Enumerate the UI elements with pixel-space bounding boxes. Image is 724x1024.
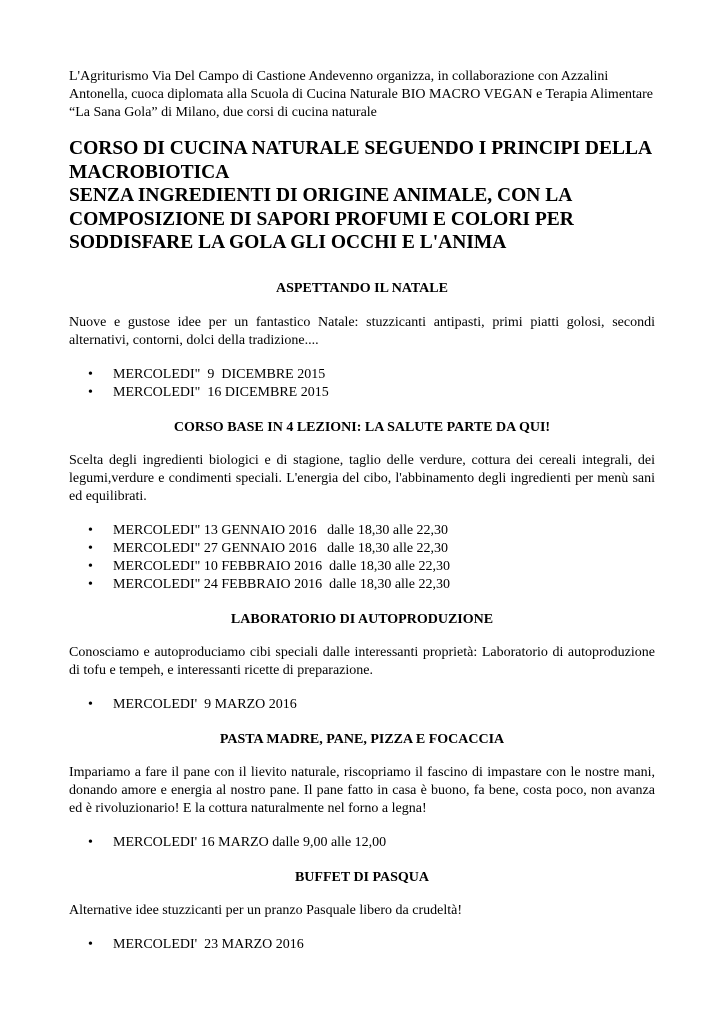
title-line: CORSO DI CUCINA NATURALE SEGUENDO I PRINCIPI DELLA [69, 138, 653, 159]
date-list-autoproduzione [69, 696, 655, 714]
bullet-icon: • [88, 366, 93, 382]
bullet-icon: • [88, 576, 93, 592]
section-heading-corso-base: CORSO BASE IN 4 LEZIONI: LA SALUTE PARTE DA QUI! [173, 419, 551, 435]
date-list-corso-base [69, 522, 655, 594]
date-list-pasta-madre [69, 834, 655, 852]
date-text: MERCOLEDI" 27 GENNAIO 2016 dalle 18,30 alle 22,30 [113, 540, 449, 556]
document-title [69, 137, 655, 255]
date-text: MERCOLEDI" 9 DICEMBRE 2015 [113, 366, 326, 382]
date-text: MERCOLEDI" 16 DICEMBRE 2015 [113, 384, 329, 400]
section-heading-pasta-madre: PASTA MADRE, PANE, PIZZA E FOCACCIA [219, 731, 505, 747]
list-item [69, 558, 655, 576]
date-text: MERCOLEDI' 23 MARZO 2016 [113, 936, 304, 952]
section-text-pasqua: Alternative idee stuzzicanti per un pranzo Pasquale libero da crudeltà! [69, 902, 462, 918]
intro-paragraph: L'Agriturismo Via Del Campo di Castione Andevenno organizza, in collaborazione con Azzalini Antonella, cuoca diplomata alla Scuola di Cucina Naturale BIO MACRO VEGAN e Terapia Alimentare “La Sana Gola” di Milano, due corsi di cucina naturale [69, 69, 654, 120]
list-item [69, 366, 655, 384]
section-text-corso-base: Scelta degli ingredienti biologici e di stagione, taglio delle verdure, cottura dei cereali integrali, dei legumi,verdure e condimenti speciali. L'energia del cibo, l'abbinamento degli ingredienti per menù sani ed equilibrati. [69, 452, 655, 504]
list-item [69, 696, 655, 714]
bullet-icon: • [88, 558, 93, 574]
title-line: SENZA INGREDIENTI DI ORIGINE ANIMALE, CON LA [69, 185, 573, 206]
title-line: MACROBIOTICA [69, 161, 230, 183]
section-heading-natale: ASPETTANDO IL NATALE [276, 280, 448, 296]
list-item [69, 576, 655, 594]
date-text: MERCOLEDI" 10 FEBBRAIO 2016 dalle 18,30 alle 22,30 [113, 558, 451, 574]
list-item [69, 936, 655, 954]
document-page [69, 68, 655, 954]
date-text: MERCOLEDI' 16 MARZO dalle 9,00 alle 12,00 [113, 834, 387, 850]
section-text-autoproduzione: Conosciamo e autoproduciamo cibi speciali dalle interessanti proprietà: Laboratorio di autoproduzione di tofu e tempeh, e interessanti ricette di preparazione. [69, 644, 655, 678]
list-item [69, 522, 655, 540]
date-text: MERCOLEDI" 13 GENNAIO 2016 dalle 18,30 alle 22,30 [113, 522, 449, 538]
date-text: MERCOLEDI' 9 MARZO 2016 [113, 696, 297, 712]
date-text: MERCOLEDI" 24 FEBBRAIO 2016 dalle 18,30 alle 22,30 [113, 576, 451, 592]
list-item [69, 384, 655, 402]
date-list-natale [69, 366, 655, 402]
section-text-natale: Nuove e gustose idee per un fantastico Natale: stuzzicanti antipasti, primi piatti golosi, secondi alternativi, contorni, dolci della tradizione.... [69, 314, 655, 348]
list-item [69, 834, 655, 852]
section-heading-autoproduzione: LABORATORIO DI AUTOPRODUZIONE [230, 611, 494, 627]
title-line: SODDISFARE LA GOLA GLI OCCHI E L'ANIMA [69, 232, 507, 253]
bullet-icon: • [88, 696, 93, 712]
bullet-icon: • [88, 540, 93, 556]
date-list-pasqua [69, 936, 655, 954]
section-text-pasta-madre: Impariamo a fare il pane con il lievito naturale, riscopriamo il fascino di impastare con le nostre mani, donando amore e energia al nostro pane. Il pane fatto in casa è buono, fa bene, costa poco, non avanza ed è rivoluzionario! E la cottura naturalmente nel forno a legna! [69, 764, 655, 816]
bullet-icon: • [88, 936, 93, 952]
list-item [69, 540, 655, 558]
bullet-icon: • [88, 522, 93, 538]
bullet-icon: • [88, 384, 93, 400]
section-heading-pasqua: BUFFET DI PASQUA [294, 869, 430, 885]
title-line: COMPOSIZIONE DI SAPORI PROFUMI E COLORI PER [69, 208, 574, 230]
bullet-icon: • [88, 834, 93, 850]
